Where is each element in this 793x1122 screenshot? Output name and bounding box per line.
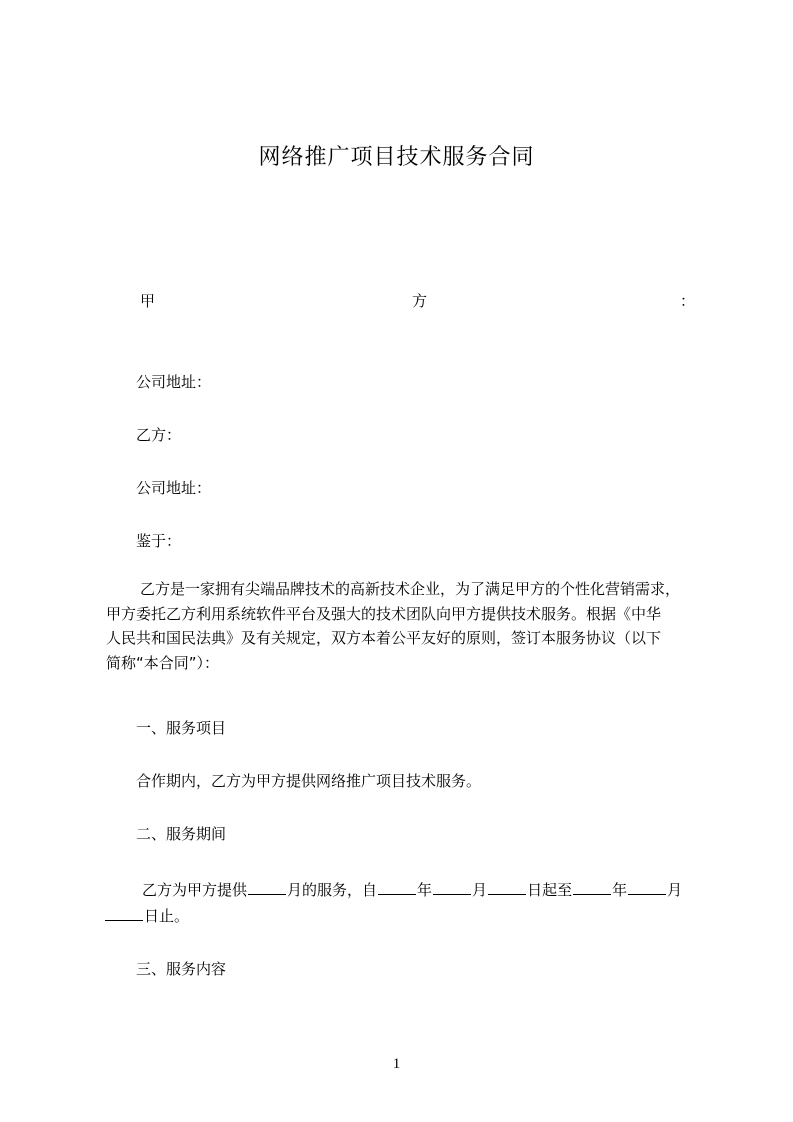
section-2-heading: 二、服务期间	[136, 825, 227, 843]
party-a-char-1: 甲	[140, 292, 156, 310]
section-2-text-part: 月	[472, 881, 488, 899]
end-month-blank	[628, 879, 666, 895]
preamble-line: 乙方是一家拥有尖端品牌技术的高新技术企业，为了满足甲方的个性化营销需求，	[140, 580, 681, 598]
section-2-text-line-1	[142, 879, 682, 900]
start-month-blank	[433, 879, 471, 895]
party-a-address-label: 公司地址：	[136, 373, 212, 391]
section-2-text-part: 月的服务，自	[287, 881, 378, 899]
months-blank	[248, 879, 286, 895]
party-b-label: 乙方：	[136, 426, 182, 444]
preamble-line: 简称“本合同”）：	[106, 653, 220, 672]
party-a-colon: ：	[680, 292, 696, 310]
party-a-line	[140, 291, 695, 311]
start-year-blank	[378, 879, 416, 895]
section-2-text-part: 乙方为甲方提供	[142, 881, 248, 899]
section-1-text: 合作期内，乙方为甲方提供网络推广项目技术服务。	[136, 772, 482, 790]
section-3-heading: 三、服务内容	[136, 960, 227, 978]
page-number: 1	[392, 1056, 401, 1072]
section-2-text-part: 年	[417, 881, 433, 899]
party-a-char-2: 方	[412, 292, 428, 310]
end-day-blank	[105, 905, 143, 921]
section-2-text-line-2	[104, 905, 189, 926]
preamble-line: 甲方委托乙方利用系统软件平台及强大的技术团队向甲方提供技术服务。根据《中华	[106, 604, 662, 623]
section-2-text-part: 月	[667, 881, 683, 899]
preamble-line: 人民共和国民法典》及有关规定，双方本着公平友好的原则，签订本服务协议（以下	[106, 629, 662, 647]
section-2-text-part: 日止。	[144, 907, 190, 925]
whereas-label: 鉴于：	[136, 532, 182, 550]
party-b-address-label: 公司地址：	[136, 479, 212, 497]
section-2-text-part: 年	[612, 881, 628, 899]
section-1-heading: 一、服务项目	[136, 719, 227, 737]
start-day-blank	[488, 879, 526, 895]
document-title: 网络推广项目技术服务合同	[258, 145, 535, 170]
end-year-blank	[573, 879, 611, 895]
section-2-text-part: 日起至	[527, 881, 573, 899]
preamble-paragraph	[106, 577, 692, 675]
